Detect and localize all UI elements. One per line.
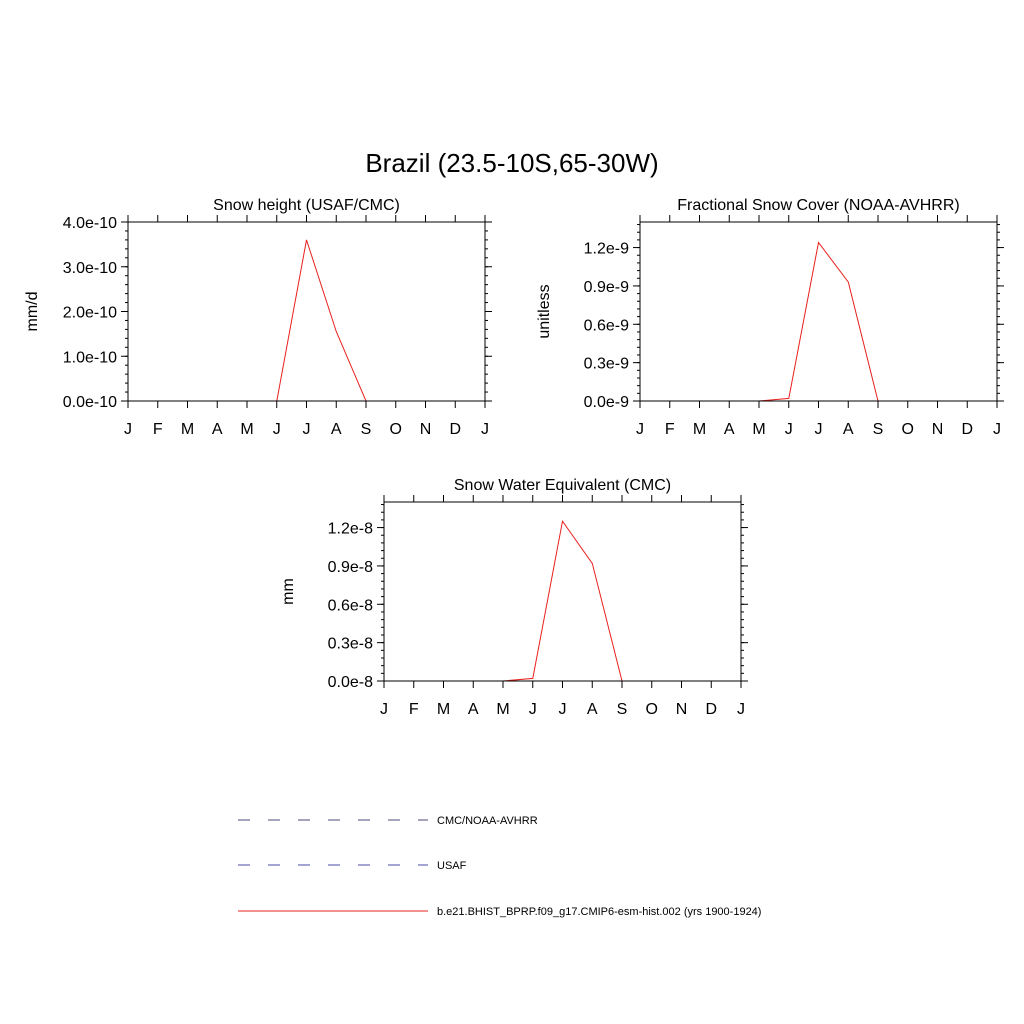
series-line-model: [128, 240, 485, 401]
x-tick-label: A: [586, 701, 598, 718]
x-tick-label: F: [408, 701, 419, 718]
panel-snow-height: [24, 197, 492, 438]
y-tick-label: 0.0e-8: [327, 674, 373, 691]
series-line-model: [384, 521, 741, 681]
y-tick-label: 0.9e-9: [583, 278, 629, 296]
legend: [238, 815, 761, 918]
x-tick-label: D: [961, 421, 974, 438]
x-tick-label: N: [931, 421, 944, 438]
legend-label-usaf: USAF: [437, 860, 467, 872]
y-axis-label: unitless: [536, 284, 553, 339]
y-tick-label: 1.0e-10: [62, 349, 117, 367]
y-tick-label: 1.2e-9: [583, 240, 629, 258]
x-tick-label: A: [211, 421, 223, 438]
x-tick-label: J: [558, 701, 567, 718]
x-tick-label: J: [636, 421, 644, 438]
x-tick-label: M: [180, 421, 195, 438]
x-tick-label: S: [872, 421, 884, 438]
x-tick-label: A: [330, 421, 342, 438]
x-tick-label: O: [901, 421, 914, 438]
x-tick-label: J: [993, 421, 1001, 438]
y-tick-label: 0.0e-10: [62, 394, 117, 411]
y-tick-label: 0.6e-8: [327, 597, 373, 615]
x-tick-label: O: [389, 421, 402, 438]
y-tick-label: 2.0e-10: [62, 304, 117, 322]
legend-label-model: b.e21.BHIST_BPRP.f09_g17.CMIP6-esm-hist.002 (yrs 1900-1924): [437, 906, 762, 918]
legend-item-model: [238, 906, 761, 918]
y-tick-label: 0.0e-9: [583, 394, 629, 411]
y-axis-label: mm: [280, 578, 297, 605]
x-tick-label: N: [675, 701, 688, 718]
y-tick-label: 4.0e-10: [62, 215, 117, 232]
series-line-model: [640, 243, 997, 402]
x-tick-label: A: [723, 421, 735, 438]
x-tick-label: J: [380, 701, 388, 718]
y-tick-label: 1.2e-8: [327, 520, 373, 538]
y-tick-label: 0.3e-9: [583, 355, 629, 373]
panel-title: Snow Water Equivalent (CMC): [453, 477, 672, 494]
x-tick-label: J: [302, 421, 311, 438]
y-tick-label: 0.3e-8: [327, 635, 373, 653]
plot-frame: [128, 222, 485, 401]
x-tick-label: M: [752, 421, 766, 438]
plot-frame: [384, 502, 741, 681]
x-tick-label: J: [814, 421, 823, 438]
x-tick-label: S: [360, 421, 372, 438]
figure-title: Brazil (23.5-10S,65-30W): [365, 148, 659, 178]
y-tick-label: 0.9e-8: [327, 558, 373, 576]
legend-item-cmc: [238, 815, 538, 827]
x-tick-label: J: [784, 421, 793, 438]
x-tick-label: J: [737, 701, 745, 718]
x-tick-label: M: [496, 701, 510, 718]
x-tick-label: D: [705, 701, 718, 718]
panel-title: Snow height (USAF/CMC): [213, 197, 400, 214]
x-tick-label: O: [645, 701, 658, 718]
x-tick-label: N: [419, 421, 432, 438]
legend-label-cmc: CMC/NOAA-AVHRR: [437, 815, 538, 827]
panel-snow-water-equivalent: [280, 477, 748, 718]
plot-frame: [640, 222, 997, 401]
y-axis-label: mm/d: [24, 291, 41, 332]
x-tick-label: J: [272, 421, 281, 438]
x-tick-label: A: [467, 701, 479, 718]
x-tick-label: F: [152, 421, 163, 438]
x-tick-label: M: [692, 421, 707, 438]
x-tick-label: J: [481, 421, 489, 438]
x-tick-label: D: [449, 421, 462, 438]
y-tick-label: 0.6e-9: [583, 317, 629, 335]
legend-item-usaf: [238, 860, 467, 872]
x-tick-label: S: [616, 701, 628, 718]
x-tick-label: A: [842, 421, 854, 438]
x-tick-label: J: [124, 421, 132, 438]
x-tick-label: M: [436, 701, 451, 718]
panel-title: Fractional Snow Cover (NOAA-AVHRR): [677, 197, 960, 214]
x-tick-label: M: [240, 421, 254, 438]
panel-fractional-snow-cover: [536, 197, 1004, 438]
x-tick-label: F: [664, 421, 675, 438]
y-tick-label: 3.0e-10: [62, 259, 117, 277]
x-tick-label: J: [528, 701, 537, 718]
